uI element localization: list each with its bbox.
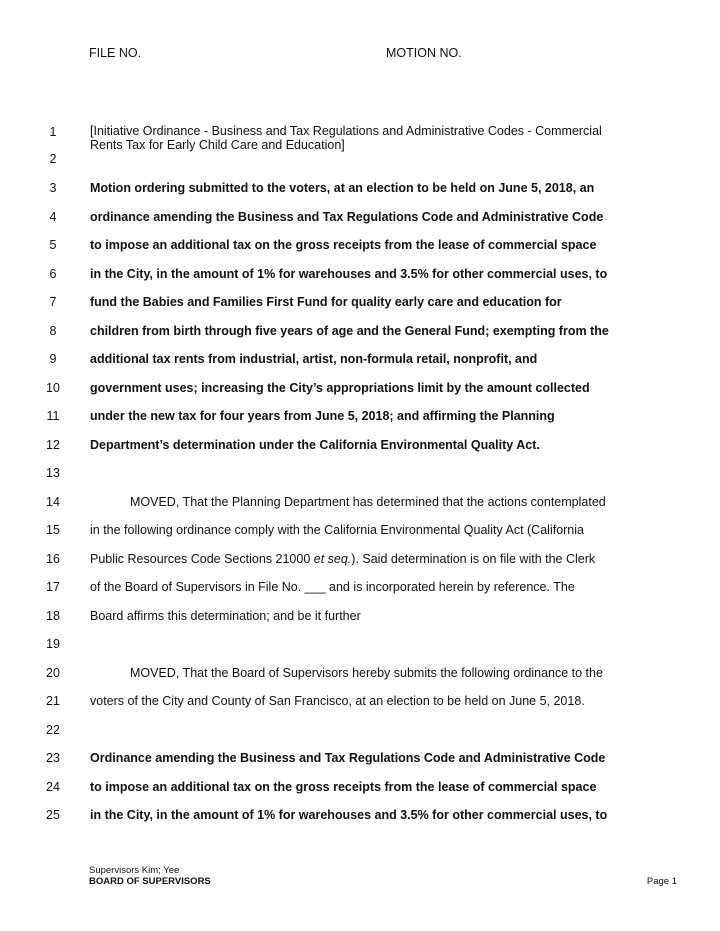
motion-number-label: MOTION NO. [386, 46, 462, 60]
line-7 [0, 290, 720, 314]
line-25 [0, 803, 720, 827]
ordinance-title-text: in the City, in the amount of 1% for warehouses and 3.5% for other commercial uses, to [90, 808, 608, 822]
line-22 [0, 718, 720, 742]
motion-title-text: children from birth through five years of age and the General Fund; exempting from the [90, 324, 609, 338]
motion-title-text: under the new tax for four years from June 5, 2018; and affirming the Planning [90, 409, 555, 423]
line-10 [0, 376, 720, 400]
line-number: 8 [49, 324, 57, 338]
motion-title-text: ordinance amending the Business and Tax Regulations Code and Administrative Code [90, 210, 604, 224]
line-number: 12 [46, 438, 60, 452]
line-3 [0, 176, 720, 200]
line-13 [0, 461, 720, 485]
line-number: 22 [46, 723, 60, 737]
ordinance-title-text: Ordinance amending the Business and Tax Regulations Code and Administrative Code [90, 751, 606, 765]
line-number: 1 [49, 125, 57, 139]
body-text-part: Public Resources Code Sections 21000 [90, 552, 314, 566]
sponsors: Supervisors Kim; Yee [89, 865, 180, 876]
line-16 [0, 547, 720, 571]
line-number: 15 [46, 523, 60, 537]
motion-title-text: fund the Babies and Families First Fund for quality early care and education for [90, 295, 562, 309]
line-6 [0, 262, 720, 286]
motion-title-text: in the City, in the amount of 1% for warehouses and 3.5% for other commercial uses, to [90, 267, 608, 281]
line-number: 19 [46, 637, 60, 651]
line-number: 18 [46, 609, 60, 623]
body-text: voters of the City and County of San Francisco, at an election to be held on June 5, 2018. [90, 694, 585, 708]
body-text: of the Board of Supervisors in File No. ___ and is incorporated herein by reference. The [90, 580, 575, 594]
body-text: MOVED, That the Planning Department has determined that the actions contemplated [130, 495, 606, 509]
line-20 [0, 661, 720, 685]
line-number: 3 [49, 181, 57, 195]
page-number: Page 1 [646, 876, 677, 887]
line-number: 9 [49, 352, 57, 366]
file-number-label: FILE NO. [89, 46, 142, 60]
ordinance-title-text: to impose an additional tax on the gross receipts from the lease of commercial space [90, 780, 597, 794]
line-number: 4 [49, 210, 57, 224]
line-17 [0, 575, 720, 599]
title-line-1: [Initiative Ordinance - Business and Tax Regulations and Administrative Codes - Commercial [90, 124, 602, 138]
motion-title-text: additional tax rents from industrial, artist, non-formula retail, nonprofit, and [90, 352, 538, 366]
line-number: 5 [49, 238, 57, 252]
line-number: 20 [46, 666, 60, 680]
line-number: 7 [49, 295, 57, 309]
line-number: 24 [46, 780, 60, 794]
motion-title-text: Department’s determination under the California Environmental Quality Act. [90, 438, 540, 452]
line-11 [0, 404, 720, 428]
motion-title-text: government uses; increasing the City’s appropriations limit by the amount collected [90, 381, 590, 395]
page-footer [89, 865, 211, 887]
board-label: BOARD OF SUPERVISORS [89, 876, 211, 887]
line-15 [0, 518, 720, 542]
line-number: 21 [46, 694, 60, 708]
line-number: 17 [46, 580, 60, 594]
line-number: 16 [46, 552, 60, 566]
title-line-2: Rents Tax for Early Child Care and Education] [90, 138, 345, 152]
line-14 [0, 490, 720, 514]
line-23 [0, 746, 720, 770]
line-8 [0, 319, 720, 343]
line-number: 14 [46, 495, 60, 509]
line-18 [0, 604, 720, 628]
line-12 [0, 433, 720, 457]
line-number: 25 [46, 808, 60, 822]
body-text: Board affirms this determination; and be it further [90, 609, 361, 623]
body-text: in the following ordinance comply with the California Environmental Quality Act (California [90, 523, 584, 537]
line-21 [0, 689, 720, 713]
body-text: MOVED, That the Board of Supervisors hereby submits the following ordinance to the [130, 666, 603, 680]
et-seq-italic: et seq. [313, 552, 352, 566]
body-text [90, 547, 595, 571]
line-19 [0, 632, 720, 656]
line-number: 2 [49, 152, 57, 166]
line-9 [0, 347, 720, 371]
line-5 [0, 233, 720, 257]
line-number: 6 [49, 267, 57, 281]
line-2 [0, 147, 720, 171]
line-24 [0, 775, 720, 799]
body-text-part: ). Said determination is on file with the Clerk [351, 552, 596, 566]
motion-title-text: to impose an additional tax on the gross receipts from the lease of commercial space [90, 238, 597, 252]
line-number: 11 [46, 409, 60, 423]
line-number: 23 [46, 751, 60, 765]
motion-title-text: Motion ordering submitted to the voters, at an election to be held on June 5, 2018, an [90, 181, 595, 195]
line-number: 13 [46, 466, 60, 480]
line-number: 10 [46, 381, 60, 395]
line-4 [0, 205, 720, 229]
